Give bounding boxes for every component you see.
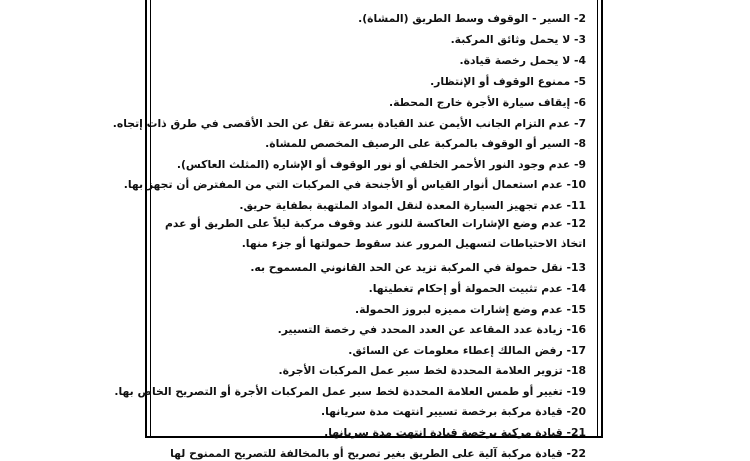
list-item-4: 4- لا يحمل رخصة قيادة. bbox=[459, 54, 586, 67]
list-item-17: 17- رفض المالك إعطاء معلومات عن السائق. bbox=[348, 344, 586, 357]
list-item-7: 7- عدم التزام الجانب الأيمن عند القيادة بسرعة تقل عن الحد الأقصى في طرق ذات إتجاه. bbox=[112, 117, 586, 130]
list-item-10: 10- عدم استعمال أنوار القياس أو الأجنحة في المركبات التي من المفترض أن تجهز بها. bbox=[123, 178, 586, 191]
list-item-8: 8- السير أو الوقوف بالمركبة على الرصيف المخصص للمشاة. bbox=[265, 137, 586, 150]
list-item-12: 12- عدم وضع الإشارات العاكسة للنور عند وقوف مركبة ليلاً على الطريق أو عدم اتخاذ الاحتياطات لتسهيل المرور عند سقوط حمولتها أو جزء منها. bbox=[165, 217, 586, 250]
list-item-11: 11- عدم تجهيز السيارة المعدة لنقل المواد الملتهبة بطفاية حريق. bbox=[239, 199, 586, 212]
list-item-3: 3- لا يحمل وثائق المركبة. bbox=[450, 33, 586, 46]
list-item-21: 21- قيادة مركبة برخصة قيادة انتهت مدة سريانها. bbox=[324, 426, 586, 439]
list-item-15: 15- عدم وضع إشارات مميزه لبروز الحمولة. bbox=[354, 303, 586, 316]
list-item-9: 9- عدم وجود النور الأحمر الخلفي أو نور الوقوف أو الإشاره (المثلث العاكس). bbox=[176, 158, 586, 171]
list-item-14: 14- عدم تثبيت الحمولة أو إحكام تغطيتها. bbox=[368, 282, 586, 295]
list-item-22: 22- قيادة مركبة آلية على الطريق بغير تصريح أو بالمخالفة للتصريح الممنوح لها bbox=[170, 447, 586, 460]
list-item-13: 13- نقل حمولة في المركبة تزيد عن الحد القانوني المسموح به. bbox=[250, 261, 586, 274]
list-item-6: 6- إيقاف سيارة الأجرة خارج المحطة. bbox=[389, 96, 586, 109]
list-item-16: 16- زيادة عدد المقاعد عن العدد المحدد في رخصة التسيير. bbox=[277, 323, 586, 336]
list-item-2: 2- السير - الوقوف وسط الطريق (المشاة). bbox=[358, 12, 586, 25]
list-item-20: 20- قيادة مركبة برخصة تسيير انتهت مدة سريانها. bbox=[320, 405, 586, 418]
list-item-18: 18- تزوير العلامة المحددة لخط سير عمل المركبات الأجرة. bbox=[278, 364, 586, 377]
list-item-5: 5- ممنوع الوقوف أو الإنتظار. bbox=[430, 75, 586, 88]
list-item-19: 19- تغيير أو طمس العلامة المحددة لخط سير عمل المركبات الأجرة أو التصريح الخاص بها. bbox=[114, 385, 586, 398]
